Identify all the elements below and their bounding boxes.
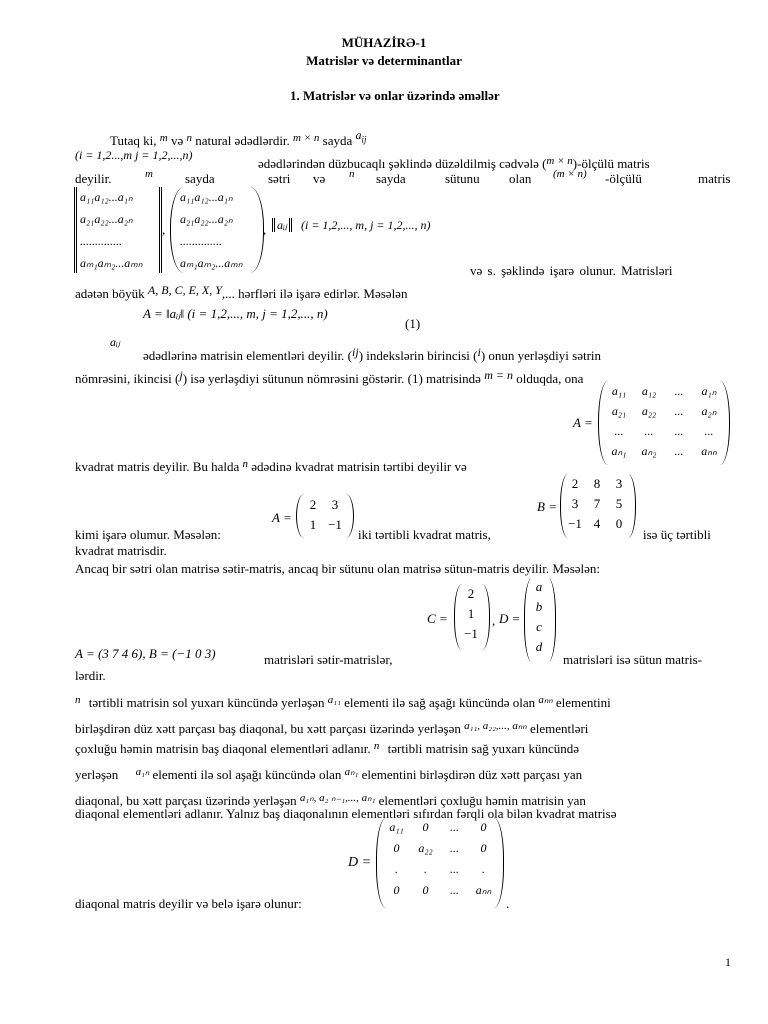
row-matrices-text: matrisləri sətir-matrislər,: [264, 652, 393, 667]
para1-index-range: (i = 1,2...,m j = 1,2,...,n): [75, 148, 193, 162]
row-matrices: A = (3 7 4 6), B = (−1 0 3): [75, 646, 216, 661]
matrix-cell: ...: [674, 444, 684, 458]
matrix-cell: 3: [331, 497, 339, 512]
document-title: Matrislər və determinantlar: [306, 53, 462, 68]
column-matrix-D-label: D =: [499, 611, 521, 626]
column-matrix-separator: ,: [492, 613, 496, 628]
diag-line1: $^n$ tərtibli matrisin sol yuxarı küncündə yerləşən $^{a_{11}}$ elementi ilə sağ aşağı küncündə olan $^{a_{nn}}$ elementini: [75, 694, 611, 710]
matrix-cell: 7: [593, 496, 601, 511]
matrix-cell: d: [535, 639, 543, 654]
matrix-cell: 0: [480, 841, 487, 855]
matrix-cell: 8: [593, 476, 601, 491]
matrix-cell: 1: [467, 606, 475, 621]
matrix-cell: a₂₁: [611, 404, 627, 418]
matrix-cell: ...: [450, 820, 459, 834]
example-text-d: kvadrat matrisdir.: [75, 543, 167, 558]
example-text-c: isə üç tərtibli: [643, 527, 711, 542]
equation-1: A = ‖aᵢⱼ‖ (i = 1,2,..., m, j = 1,2,..., n): [143, 306, 328, 321]
matrix-cell: 0: [422, 820, 429, 834]
matrix-cell: 4: [593, 516, 601, 531]
diag-line5: diaqonal, bu xətt parçası üzərində yerləşən $^{a_{1n}, a_2 _{n-1},..., a_{n1}}$ elementləri çoxluğu həmin matrisin yan: [75, 792, 586, 808]
matrix-cell: aₙₙ: [701, 444, 717, 458]
matrix-cell: b: [535, 599, 543, 614]
matrix-cell: a: [535, 579, 543, 594]
matrix-cell: ...: [614, 424, 624, 438]
matrix-cell: a₁₁: [389, 820, 404, 834]
matrix-cell: −1: [328, 517, 342, 532]
page-number: 1: [725, 955, 731, 969]
diagonal-matrix-label: D =: [348, 855, 372, 870]
matrix-cell: a₂₂: [641, 404, 657, 418]
matrix-form-separator2: ,: [263, 222, 267, 237]
matrix-form1-row4: aₘ₁aₘ₂...aₘₙ: [80, 256, 143, 270]
para2-line1: adətən böyük A, B, C, E, X, Y,... hərfləri ilə işarə edirlər. Məsələn: [75, 283, 408, 301]
matrix-cell: ...: [450, 883, 459, 897]
matrix-cell: 5: [615, 496, 623, 511]
matrix-cell: 3: [571, 496, 579, 511]
matrix-cell: 0: [393, 883, 400, 897]
rowcol-definition: Ancaq bir sətri olan matrisə sətir-matris, ancaq bir sütunu olan matrisə sütun-matris deyilir. Məsələn:: [75, 561, 601, 576]
matrix-cell: .: [395, 862, 398, 876]
matrix-cell: aₙ₂: [641, 444, 657, 458]
equation-1-number: (1): [405, 316, 421, 331]
diag-line6: diaqonal elementləri adlanır. Yalnız baş diaqonalının elementləri sıfırdan fərqli ola bilən kvadrat matrisə: [75, 806, 617, 821]
matrix-form2-row2: a₂₁a₂₂...a₂ₙ: [180, 212, 233, 226]
column-matrices-text: matrisləri isə sütun matris-: [563, 652, 703, 667]
matrix-form1-row3: ..............: [80, 234, 122, 248]
matrix-cell: ...: [674, 384, 684, 398]
matrix-cell: 0: [480, 820, 487, 834]
matrix-cell: a₂₂: [418, 841, 433, 855]
matrix-cell: 0: [422, 883, 429, 897]
matrix-cell: 2: [467, 586, 475, 601]
matrix-cell: 1: [309, 517, 317, 532]
matrix-form1-row1: a₁₁a₁₂...a₁ₙ: [80, 190, 133, 204]
matrix-cell: aₙₙ: [475, 883, 492, 897]
para1-line1: Tutaq ki, $^m$ və $^n$ natural ədədlərdir. $^{m \times n}$ sayda $a_{ij}$: [110, 128, 367, 148]
example-text-b: iki tərtibli kvadrat matris,: [358, 527, 491, 542]
matrix-forms-tail: və s. şəklində işarə olunur. Matrisləri: [470, 263, 673, 278]
para3-line1: ədədlərinə matrisin elementləri deyilir. (ij) indekslərin birincisi (i) onun yerləşdiyi sətrin: [143, 345, 602, 363]
diag-line2: birləşdirən düz xətt parçası baş diaqonal, bu xətt parçası üzərində yerləşən $^{a_{11}, a_{22},..., a_{nn}}$ elementləri: [75, 720, 589, 736]
para3-line3: kvadrat matris deyilir. Bu halda $^n$ ədədinə kvadrat matrisin tərtibi deyilir və: [75, 458, 467, 474]
matrix-cell: a₁₂: [641, 384, 657, 398]
diag-end-dot: .: [506, 896, 510, 911]
matrix-cell: .: [424, 862, 427, 876]
column-matrices-text-end: lərdir.: [75, 668, 106, 683]
matrix-cell: −1: [464, 626, 478, 641]
matrix-cell: 0: [393, 841, 400, 855]
matrix-cell: 0: [615, 516, 623, 531]
matrix-cell: −1: [568, 516, 582, 531]
matrix-form2-row3: ..............: [180, 234, 222, 248]
matrix-cell: a₂ₙ: [701, 404, 717, 418]
matrix-form2-row1: a₁₁a₁₂...a₁ₙ: [180, 190, 233, 204]
matrix-cell: ...: [704, 424, 714, 438]
matrix-cell: 3: [615, 476, 623, 491]
column-matrix-C-label: C =: [427, 611, 448, 626]
matrix-cell: 2: [309, 497, 317, 512]
matrix-cell: ...: [450, 862, 459, 876]
diag-line4: yerləşən $^{a_{1n}}$ elementi ilə sol aşağı küncündə olan $^{a_{n1}}$ elementini birləşdirən düz xətt parçası yan: [75, 766, 583, 782]
para1-line3: deyilir. m sayda sətri və n sayda sütunu olan (m × n) -ölçülü matris: [75, 168, 731, 186]
para1-line2: ədədlərindən düzbucaqlı şəklində düzəldilmiş cədvələ ($^{m \times n}$)-ölçülü matris: [258, 155, 650, 171]
matrix-cell: a₁ₙ: [701, 384, 717, 398]
diag-line3: çoxluğu həmin matrisin baş diaqonal elementləri adlanır. $^n$ tərtibli matrisin sağ yuxarı küncündə: [75, 740, 580, 756]
matrix-2x2-label: A =: [272, 510, 292, 525]
matrix-form-separator1: ,: [162, 222, 166, 237]
matrix-cell: ...: [674, 424, 684, 438]
matrix-3x3-label: B =: [537, 499, 557, 514]
diag-line7: diaqonal matris deyilir və belə işarə olunur:: [75, 896, 302, 911]
matrix-cell: 2: [571, 476, 579, 491]
matrix-cell: aₙ₁: [611, 444, 627, 458]
matrix-cell: ...: [674, 404, 684, 418]
matrix-form2-row4: aₘ₁aₘ₂...aₘₙ: [180, 256, 243, 270]
matrix-form3: aᵢⱼ (i = 1,2,..., m, j = 1,2,..., n): [272, 218, 431, 233]
example-text-a: kimi işarə olumur. Məsələn:: [75, 527, 221, 542]
matrix-form1-row2: a₂₁a₂₂...a₂ₙ: [80, 212, 133, 226]
para3-line2: nömrəsini, ikincisi (j) isə yerləşdiyi sütunun nömrəsini göstərir. (1) matrisində m = n olduqda, ona: [75, 368, 584, 386]
matrix-cell: ...: [450, 841, 459, 855]
square-matrix-label: A =: [573, 415, 593, 430]
lecture-heading: MÜHAZİRƏ-1: [341, 35, 427, 50]
matrix-cell: .: [482, 862, 485, 876]
matrix-cell: c: [536, 619, 542, 634]
element-aij: aᵢⱼ: [110, 335, 120, 349]
matrix-cell: ...: [644, 424, 654, 438]
section-heading: 1. Matrislər və onlar üzərində əməllər: [290, 88, 500, 103]
matrix-cell: a₁₁: [611, 384, 627, 398]
